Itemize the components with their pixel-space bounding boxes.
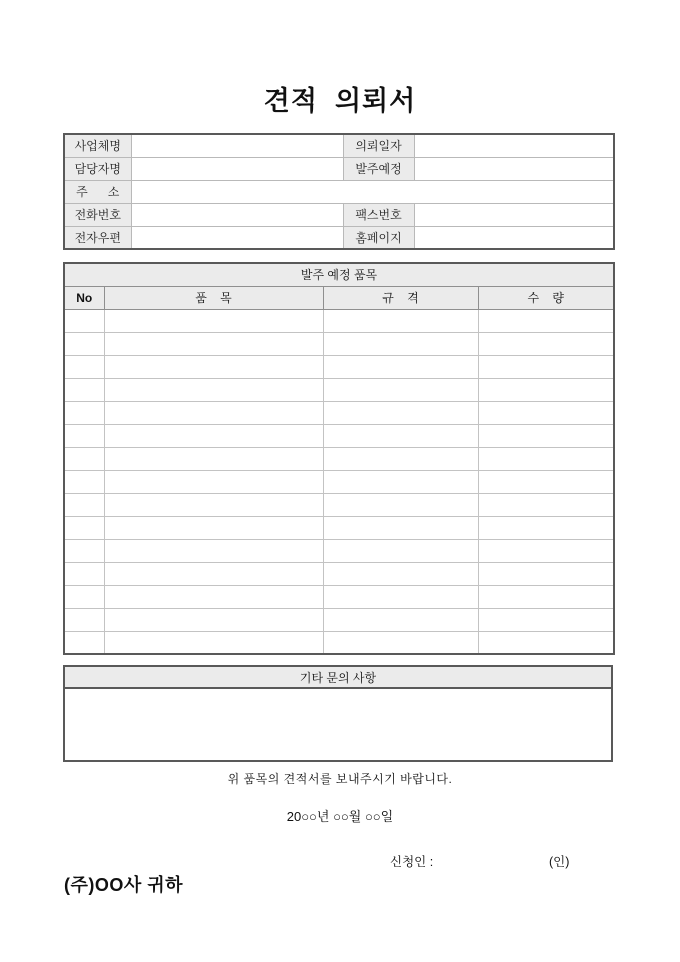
item-cell-name[interactable] [104,493,323,516]
item-cell-name[interactable] [104,401,323,424]
fax-label: 팩스번호 [343,203,414,226]
item-cell-qty[interactable] [478,424,614,447]
item-cell-qty[interactable] [478,562,614,585]
item-row [64,470,614,493]
item-row [64,608,614,631]
business-name-label: 사업체명 [64,134,131,157]
item-row [64,562,614,585]
item-cell-name[interactable] [104,585,323,608]
item-cell-spec[interactable] [323,608,478,631]
item-cell-no[interactable] [64,401,104,424]
item-row [64,424,614,447]
item-cell-spec[interactable] [323,355,478,378]
item-cell-name[interactable] [104,378,323,401]
item-cell-no[interactable] [64,470,104,493]
item-cell-qty[interactable] [478,332,614,355]
order-schedule-field[interactable] [414,157,614,180]
item-cell-no[interactable] [64,332,104,355]
item-cell-no[interactable] [64,447,104,470]
item-cell-spec[interactable] [323,424,478,447]
item-row [64,539,614,562]
recipient-line: (주)OO사 귀하 [64,875,184,895]
order-items-table [63,262,615,655]
item-cell-no[interactable] [64,493,104,516]
contact-name-label: 담당자명 [64,157,131,180]
item-cell-name[interactable] [104,470,323,493]
item-cell-spec[interactable] [323,378,478,401]
item-cell-spec[interactable] [323,585,478,608]
item-cell-name[interactable] [104,608,323,631]
item-cell-no[interactable] [64,585,104,608]
item-cell-spec[interactable] [323,631,478,654]
item-cell-name[interactable] [104,309,323,332]
items-body [64,309,614,654]
item-cell-spec[interactable] [323,493,478,516]
item-cell-spec[interactable] [323,470,478,493]
item-cell-spec[interactable] [323,562,478,585]
item-cell-name[interactable] [104,447,323,470]
item-cell-qty[interactable] [478,470,614,493]
item-cell-qty[interactable] [478,447,614,470]
col-header-no: No [64,286,104,309]
col-header-item: 품 목 [104,286,323,309]
item-row [64,447,614,470]
item-cell-qty[interactable] [478,493,614,516]
phone-field[interactable] [131,203,343,226]
item-cell-name[interactable] [104,631,323,654]
date-line: 20○○년 ○○월 ○○일 [286,809,394,824]
item-cell-qty[interactable] [478,608,614,631]
item-cell-no[interactable] [64,378,104,401]
item-row [64,585,614,608]
homepage-label: 홈페이지 [343,226,414,249]
items-column-header-row [64,286,614,309]
request-date-label: 의뢰일자 [343,134,414,157]
item-cell-name[interactable] [104,562,323,585]
item-cell-spec[interactable] [323,401,478,424]
item-cell-qty[interactable] [478,401,614,424]
item-cell-name[interactable] [104,516,323,539]
item-cell-qty[interactable] [478,355,614,378]
items-section-title: 발주 예정 품목 [64,263,614,286]
requester-info-table [63,133,615,250]
item-cell-name[interactable] [104,332,323,355]
item-cell-qty[interactable] [478,309,614,332]
email-label: 전자우편 [64,226,131,249]
item-row [64,493,614,516]
item-row [64,401,614,424]
email-field[interactable] [131,226,343,249]
item-cell-no[interactable] [64,424,104,447]
misc-inquiry-field[interactable] [65,689,611,760]
item-cell-qty[interactable] [478,516,614,539]
seal-label: (인) [549,855,570,869]
info-row-1 [64,134,614,157]
item-cell-qty[interactable] [478,585,614,608]
item-cell-no[interactable] [64,539,104,562]
item-cell-name[interactable] [104,355,323,378]
item-cell-qty[interactable] [478,539,614,562]
item-cell-name[interactable] [104,539,323,562]
item-cell-no[interactable] [64,309,104,332]
fax-field[interactable] [414,203,614,226]
misc-inquiry-section [63,665,613,762]
col-header-spec: 규 격 [323,286,478,309]
item-cell-spec[interactable] [323,447,478,470]
item-cell-name[interactable] [104,424,323,447]
item-cell-no[interactable] [64,516,104,539]
request-date-field[interactable] [414,134,614,157]
contact-name-field[interactable] [131,157,343,180]
order-schedule-label: 발주예정 [343,157,414,180]
item-cell-qty[interactable] [478,378,614,401]
item-row [64,332,614,355]
item-row [64,516,614,539]
applicant-label: 신청인 : [390,855,434,869]
item-cell-qty[interactable] [478,631,614,654]
item-cell-spec[interactable] [323,516,478,539]
item-cell-spec[interactable] [323,309,478,332]
request-note: 위 품목의 견적서를 보내주시기 바랍니다. [227,772,453,786]
item-row [64,631,614,654]
homepage-field[interactable] [414,226,614,249]
page-title: 견적 의뢰서 [263,86,417,116]
phone-label: 전화번호 [64,203,131,226]
business-name-field[interactable] [131,134,343,157]
item-cell-no[interactable] [64,631,104,654]
item-row [64,355,614,378]
col-header-qty: 수 량 [478,286,614,309]
items-section-header-row [64,263,614,286]
item-row [64,309,614,332]
item-cell-spec[interactable] [323,539,478,562]
item-cell-no[interactable] [64,608,104,631]
misc-inquiry-title: 기타 문의 사항 [65,667,611,689]
info-row-3 [64,180,614,203]
item-row [64,378,614,401]
item-cell-spec[interactable] [323,332,478,355]
address-field[interactable] [131,180,614,203]
item-cell-no[interactable] [64,562,104,585]
info-row-2 [64,157,614,180]
item-cell-no[interactable] [64,355,104,378]
address-label: 주 소 [64,180,131,203]
info-row-5 [64,226,614,249]
info-row-4 [64,203,614,226]
